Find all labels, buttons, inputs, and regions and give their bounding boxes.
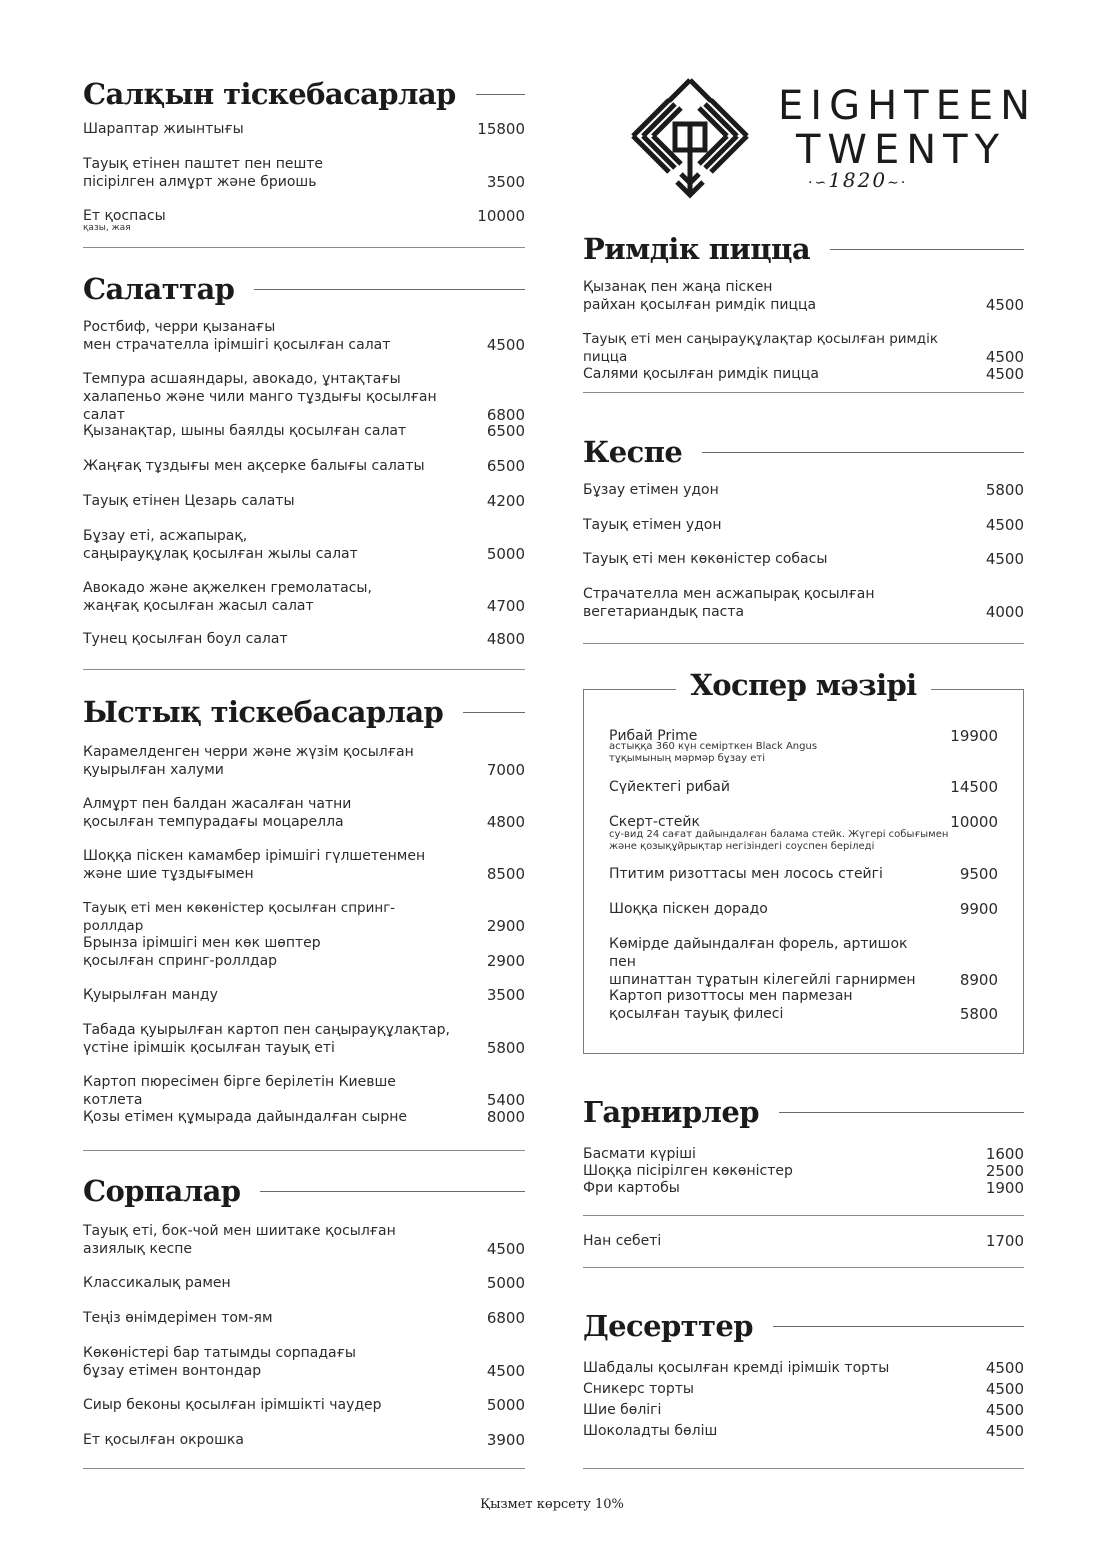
list-item <box>583 1358 1024 1379</box>
bread-item <box>583 1233 1024 1250</box>
item-price: 6800 <box>486 406 525 424</box>
item-price: 4800 <box>486 630 525 648</box>
menu-item <box>83 1431 525 1449</box>
section-header <box>83 692 525 732</box>
section-header <box>583 432 1024 472</box>
item-name: Көкөністері бар татымды сорпадағы бұзау етімен вонтондар <box>83 1345 356 1379</box>
item-name: Картоп пюресімен бірге берілетін Киевше котлета <box>83 1074 396 1108</box>
section-title: Кеспе <box>583 435 683 469</box>
menu-item <box>83 120 525 138</box>
section-divider <box>583 1267 1024 1268</box>
menu-item <box>83 1073 525 1109</box>
list-item <box>583 1146 1024 1163</box>
item-price: 5000 <box>486 1396 525 1414</box>
item-price: 3900 <box>486 1431 525 1449</box>
item-name: Шие бөлігі <box>583 1402 662 1418</box>
item-price: 5800 <box>985 481 1024 499</box>
item-price: 5800 <box>959 1005 998 1023</box>
list-item <box>583 1163 1024 1180</box>
item-name: Табада қуырылған картоп пен саңырауқұлақтар, үстіне ірімшік қосылған тауық еті <box>83 1022 450 1056</box>
section-header <box>83 1171 525 1211</box>
item-price: 5400 <box>486 1091 525 1109</box>
menu-item <box>83 155 525 191</box>
item-name: Фри картобы <box>583 1180 680 1196</box>
menu-item <box>83 630 525 648</box>
item-description: астыққа 360 күн семірткен Black Angus тұқымының мәрмәр бұзау еті <box>609 741 818 764</box>
item-name: Тауық етінен Цезарь салаты <box>83 493 295 509</box>
section-cold-starters <box>83 74 525 114</box>
section-divider <box>583 643 1024 644</box>
section-divider <box>83 1468 525 1469</box>
item-name: Авокадо және ақжелкен гремолатасы, жаңғақ қосылған жасыл салат <box>83 580 372 614</box>
item-price: 5800 <box>486 1039 525 1057</box>
item-name: Шоққа пісірілген көкөністер <box>583 1163 793 1179</box>
list-item <box>583 1379 1024 1400</box>
title-rule <box>830 249 1024 250</box>
item-name: Ет қоспасы <box>83 208 166 224</box>
section-title: Десерттер <box>583 1309 753 1343</box>
section-desserts <box>583 1306 1024 1346</box>
list-item <box>583 1421 1024 1442</box>
menu-item <box>583 550 1024 568</box>
item-price: 4800 <box>486 813 525 831</box>
menu-item <box>583 330 1024 366</box>
item-price: 9500 <box>959 865 998 883</box>
item-description: су-вид 24 сағат дайындалған балама стейк. Жүгері собығымен және қозықұйрықтар негізіндегі соуспен беріледі <box>609 829 949 852</box>
item-price: 10000 <box>950 813 998 831</box>
item-price: 4500 <box>985 1380 1024 1398</box>
item-price: 14500 <box>950 778 998 796</box>
list-item <box>583 1233 1024 1250</box>
section-divider <box>583 1468 1024 1469</box>
section-header <box>583 1092 1024 1132</box>
item-name: Скерт-стейк <box>609 814 700 830</box>
menu-item <box>83 207 525 233</box>
item-price: 4500 <box>486 336 525 354</box>
item-name: Тауық етімен удон <box>583 517 722 533</box>
section-sides <box>583 1092 1024 1132</box>
item-price: 4200 <box>486 492 525 510</box>
item-price: 1900 <box>985 1179 1024 1197</box>
menu-item <box>83 492 525 510</box>
menu-item <box>83 986 525 1004</box>
item-name: Птитим ризоттасы мен лосось стейгі <box>609 866 883 882</box>
section-salads <box>83 269 525 309</box>
menu-item <box>83 1344 525 1380</box>
item-name: Теңіз өнімдерімен том-ям <box>83 1310 273 1326</box>
desserts-list <box>583 1358 1024 1442</box>
section-divider <box>583 1215 1024 1216</box>
item-description: қазы, жая <box>83 223 131 233</box>
menu-item <box>83 743 525 779</box>
menu-item <box>83 527 525 563</box>
left-column <box>83 0 525 1550</box>
menu-item <box>583 365 1024 383</box>
menu-item <box>83 1021 525 1057</box>
item-price: 4500 <box>985 348 1024 366</box>
item-name: Басмати күріші <box>583 1146 696 1162</box>
title-rule <box>476 94 525 95</box>
item-price: 15800 <box>477 120 525 138</box>
menu-item <box>609 727 998 765</box>
title-rule <box>260 1191 525 1192</box>
title-rule <box>773 1326 1024 1327</box>
list-item <box>583 1180 1024 1197</box>
item-price: 4500 <box>985 1359 1024 1377</box>
item-name: Страчателла мен асжапырақ қосылған вегетариандық паста <box>583 586 875 620</box>
item-price: 3500 <box>486 986 525 1004</box>
item-name: Қозы етімен құмырада дайындалған сырне <box>83 1109 408 1125</box>
item-price: 4500 <box>985 1422 1024 1440</box>
item-price: 10000 <box>477 207 525 225</box>
item-price: 4500 <box>985 365 1024 383</box>
item-name: Брынза ірімшігі мен көк шөптер қосылған спринг-роллдар <box>83 935 321 969</box>
item-name: Тунец қосылған боул салат <box>83 631 288 647</box>
menu-item <box>83 1274 525 1292</box>
item-name: Қызанақтар, шыны баялды қосылған салат <box>83 423 407 439</box>
brand-year-text: 1820 <box>828 168 888 192</box>
menu-item <box>83 1309 525 1327</box>
section-header <box>83 269 525 309</box>
section-pizza <box>583 229 1024 269</box>
item-price: 2900 <box>486 917 525 935</box>
item-name: Нан себеті <box>583 1233 662 1249</box>
menu-item <box>583 278 1024 314</box>
section-title: Хоспер мәзірі <box>676 668 930 702</box>
item-name: Көмірде дайындалған форель, артишок пен шпинаттан тұратын кілегейлі гарнирмен <box>609 936 916 988</box>
item-price: 6500 <box>486 457 525 475</box>
section-title: Римдік пицца <box>583 232 811 266</box>
menu-item <box>609 813 998 853</box>
menu-item <box>609 865 998 883</box>
item-price: 9900 <box>959 900 998 918</box>
section-header <box>583 229 1024 269</box>
item-price: 8900 <box>959 971 998 989</box>
service-charge-note: Қызмет көрсету 10% <box>480 1497 624 1512</box>
item-price: 6500 <box>486 422 525 440</box>
title-rule <box>702 452 1024 453</box>
menu-item <box>583 481 1024 499</box>
title-rule <box>463 712 525 713</box>
item-price: 8500 <box>486 865 525 883</box>
item-name: Алмұрт пен балдан жасалған чатни қосылған темпурадағы моцарелла <box>83 796 352 830</box>
item-name: Бұзау етімен удон <box>583 482 719 498</box>
brand-line-1: EIGHTEEN <box>778 83 1038 129</box>
menu-item <box>583 585 1024 621</box>
item-name: Қуырылған манду <box>83 987 218 1003</box>
menu-item <box>83 370 525 424</box>
item-price: 5000 <box>486 1274 525 1292</box>
menu-item <box>83 422 525 440</box>
menu-item <box>83 318 525 354</box>
item-name: Карамелденген черри және жүзім қосылған қуырылған халуми <box>83 744 414 778</box>
item-price: 6800 <box>486 1309 525 1327</box>
section-hot-starters <box>83 692 525 732</box>
menu-item <box>83 1222 525 1258</box>
section-header <box>583 1306 1024 1346</box>
item-price: 2500 <box>985 1162 1024 1180</box>
menu-item <box>83 457 525 475</box>
brand-year: ·∽1820∼· <box>808 168 908 192</box>
hosper-title <box>583 668 1024 702</box>
item-price: 3500 <box>486 173 525 191</box>
item-price: 4000 <box>985 603 1024 621</box>
item-price: 5000 <box>486 545 525 563</box>
section-noodles <box>583 432 1024 472</box>
menu-item <box>609 778 998 796</box>
item-name: Қызанақ пен жаңа піскен райхан қосылған римдік пицца <box>583 279 817 313</box>
menu-item <box>609 987 998 1023</box>
section-title: Ыстық тіскебасарлар <box>83 695 444 729</box>
item-name: Тауық етінен паштет пен пеште пісірілген алмұрт және бриошь <box>83 156 324 190</box>
menu-item <box>83 1396 525 1414</box>
item-price: 4500 <box>985 296 1024 314</box>
item-name: Сүйектегі рибай <box>609 779 730 795</box>
brand-line-2: TWENTY <box>796 127 1007 173</box>
item-price: 19900 <box>950 727 998 745</box>
item-name: Бұзау еті, асжапырақ, саңырауқұлақ қосылған жылы салат <box>83 528 358 562</box>
section-title: Сорпалар <box>83 1174 241 1208</box>
menu-item <box>609 900 998 918</box>
item-name: Шабдалы қосылған кремді ірімшік торты <box>583 1360 890 1376</box>
item-price: 8000 <box>486 1108 525 1126</box>
section-divider <box>83 247 525 248</box>
section-divider <box>83 669 525 670</box>
item-price: 4500 <box>985 550 1024 568</box>
item-price: 4700 <box>486 597 525 615</box>
item-name: Шараптар жиынтығы <box>83 121 244 137</box>
item-price: 2900 <box>486 952 525 970</box>
item-name: Ет қосылған окрошка <box>83 1432 244 1448</box>
section-header <box>83 74 525 114</box>
menu-item <box>83 847 525 883</box>
sides-list <box>583 1146 1024 1197</box>
item-price: 1600 <box>985 1145 1024 1163</box>
menu-item <box>83 795 525 831</box>
section-title: Салаттар <box>83 272 235 306</box>
item-name: Салями қосылған римдік пицца <box>583 366 819 382</box>
item-name: Классикалық рамен <box>83 1275 231 1291</box>
item-name: Рибай Prime <box>609 728 698 744</box>
item-name: Сиыр беконы қосылған ірімшікті чаудер <box>83 1397 382 1413</box>
item-price: 7000 <box>486 761 525 779</box>
menu-item <box>83 579 525 615</box>
title-rule <box>779 1112 1024 1113</box>
item-price: 1700 <box>985 1232 1024 1250</box>
section-title: Салқын тіскебасарлар <box>83 77 456 111</box>
item-name: Темпура асшаяндары, авокадо, ұнтақтағы халапеньо және чили манго тұздығы қосылған салат <box>83 371 437 423</box>
item-price: 4500 <box>985 1401 1024 1419</box>
right-column <box>583 0 1024 1550</box>
item-name: Тауық еті мен көкөністер қосылған спринг-роллдар <box>83 900 396 934</box>
section-divider <box>583 392 1024 393</box>
item-price: 4500 <box>486 1362 525 1380</box>
item-name: Шоққа піскен камамбер ірімшігі гүлшетенмен және шие тұздығымен <box>83 848 426 882</box>
item-name: Жаңғақ тұздығы мен ақсерке балығы салаты <box>83 458 425 474</box>
menu-item <box>583 516 1024 534</box>
title-rule <box>254 289 525 290</box>
item-name: Шоколадты бөліш <box>583 1423 718 1439</box>
section-soups <box>83 1171 525 1211</box>
item-price: 4500 <box>985 516 1024 534</box>
item-price: 4500 <box>486 1240 525 1258</box>
item-name: Сникерс торты <box>583 1381 694 1397</box>
item-name: Ростбиф, черри қызанағы мен страчателла ірімшігі қосылған салат <box>83 319 391 353</box>
menu-item <box>83 934 525 970</box>
menu-item <box>83 899 525 935</box>
item-name: Картоп ризоттосы мен пармезан қосылған тауық филесі <box>609 988 853 1022</box>
section-divider <box>83 1150 525 1151</box>
menu-item <box>609 935 998 989</box>
item-name: Тауық еті мен көкөністер собасы <box>583 551 828 567</box>
list-item <box>583 1400 1024 1421</box>
section-title: Гарнирлер <box>583 1095 759 1129</box>
item-name: Тауық еті мен саңырауқұлақтар қосылған римдік пицца <box>583 331 938 365</box>
menu-item <box>83 1108 525 1126</box>
item-name: Тауық еті, бок-чой мен шиитаке қосылған азиялық кеспе <box>83 1223 396 1257</box>
item-name: Шоққа піскен дорадо <box>609 901 768 917</box>
